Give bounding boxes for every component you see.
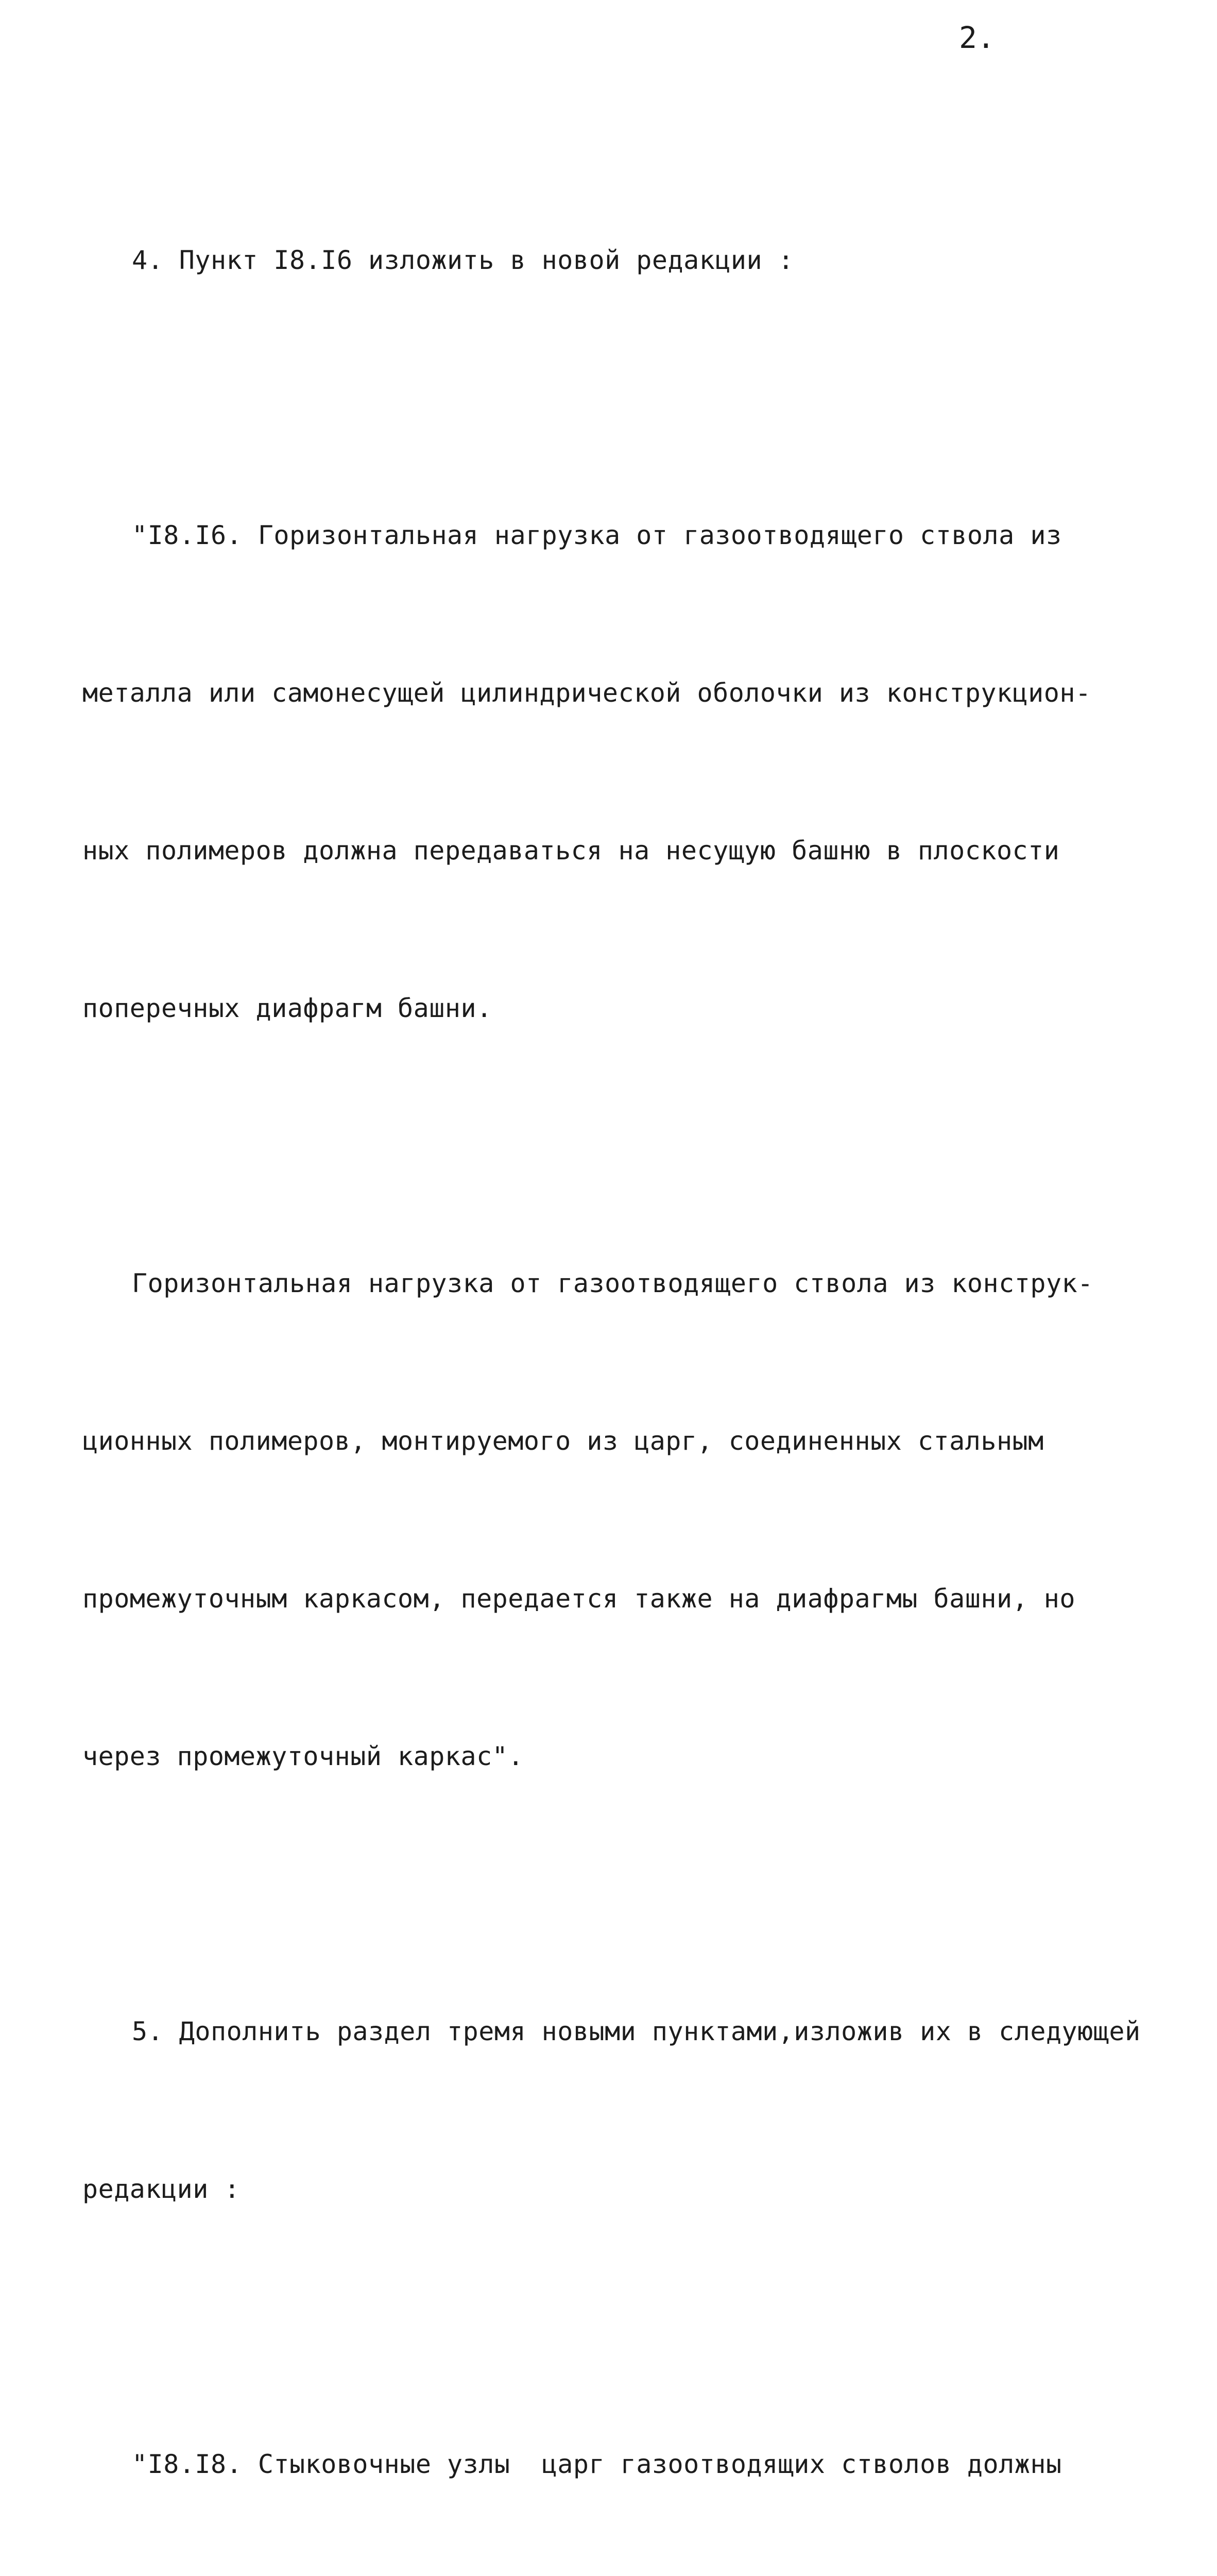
text-line: металла или самонесущей цилиндрической оболочки из конструкцион- xyxy=(82,678,1091,708)
text-line: Горизонтальная нагрузка от газоотводящего ствола из конструк- xyxy=(132,1268,1093,1298)
text-line: "I8.I8. Стыковочные узлы царг газоотводящих стволов должны xyxy=(132,2449,1062,2479)
text-line: 4. Пункт I8.I6 изложить в новой редакции : xyxy=(132,245,794,275)
paragraph-clause-18-18 xyxy=(82,2333,1185,2576)
text-line: ных полимеров должна передаваться на несущую башню в плоскости xyxy=(82,836,1060,866)
text-line: поперечных диафрагм башни. xyxy=(82,993,492,1023)
paragraph-item-5 xyxy=(82,1900,1185,2320)
page-number: 2. xyxy=(959,20,995,55)
text-line: ционных полимеров, монтируемого из царг, соединенных стальным xyxy=(82,1426,1044,1456)
text-line: редакции : xyxy=(82,2174,241,2204)
paragraph-clause-18-16 xyxy=(82,404,1185,1140)
text-line: "I8.I6. Горизонтальная нагрузка от газоотводящего ствола из xyxy=(132,520,1062,550)
paragraph-item-4 xyxy=(82,129,1185,392)
text-line: 5. Дополнить раздел тремя новыми пунктами,изложив их в следующей xyxy=(132,2016,1141,2046)
document-body xyxy=(82,129,1185,2576)
text-line: через промежуточный каркас". xyxy=(82,1741,524,1771)
paragraph-clause-18-16-continued xyxy=(82,1152,1185,1888)
text-line: промежуточным каркасом, передается также на диафрагмы башни, но xyxy=(82,1584,1075,1614)
